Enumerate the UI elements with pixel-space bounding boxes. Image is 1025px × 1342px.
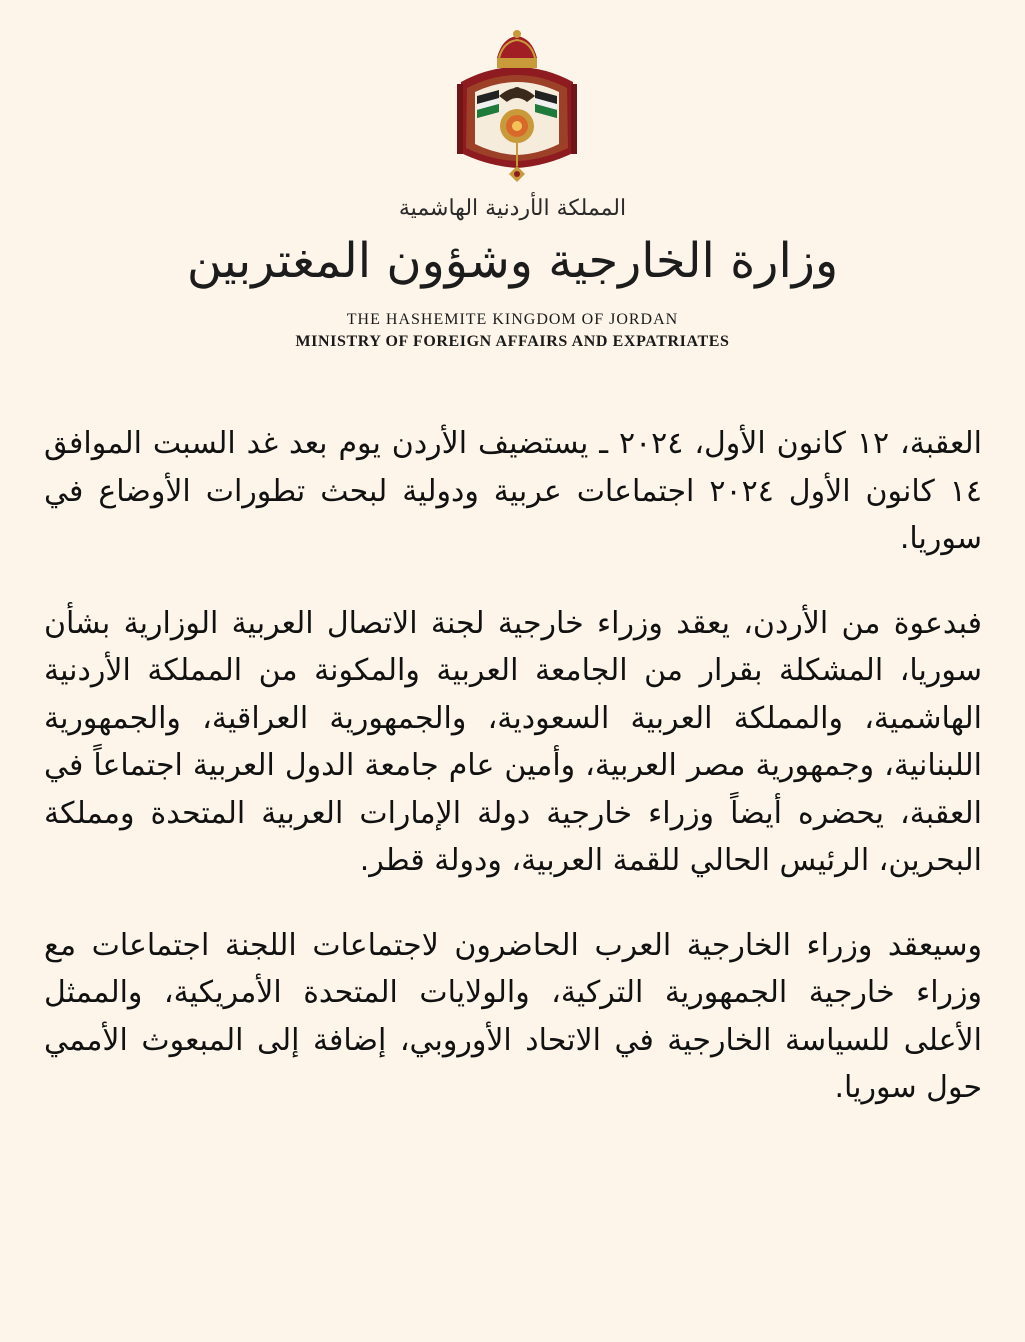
arabic-ministry-name: وزارة الخارجية وشؤون المغتربين [186, 233, 839, 289]
statement-paragraph: فبدعوة من الأردن، يعقد وزراء خارجية لجنة الاتصال العربية الوزارية بشأن سوريا، المشكلة بقرار من الجامعة العربية والمكونة من المملكة الأردنية الهاشمية، والمملكة العربية السعودية، والجمهورية العراقية، والجمهورية اللبنانية، وجمهورية مصر العربية، وأمين عام جامعة الدول العربية اجتماعاً في العقبة، يحضره أيضاً وزراء خارجية دولة الإمارات العربية المتحدة ومملكة البحرين، الرئيس الحالي للقمة العربية، ودولة قطر. [44, 605, 982, 878]
statement-paragraph: العقبة، ١٢ كانون الأول، ٢٠٢٤ ـ يستضيف الأردن يوم بعد غد السبت الموافق ١٤ كانون الأول ٢٠٢٤ اجتماعات عربية ودولية لبحث تطورات الأوضاع في سوريا. [44, 426, 982, 556]
english-kingdom-name: THE HASHEMITE KINGDOM OF JORDAN [346, 311, 679, 328]
jordan-coat-of-arms-icon [447, 30, 587, 190]
english-ministry-name: MINISTRY OF FOREIGN AFFAIRS AND EXPATRIATES [295, 333, 730, 350]
arabic-kingdom-name: المملكة الأردنية الهاشمية [398, 196, 627, 221]
statement-paragraph: وسيعقد وزراء الخارجية العرب الحاضرون لاجتماعات اللجنة اجتماعات مع وزراء خارجية الجمهورية التركية، والولايات المتحدة الأمريكية، والممثل الأعلى للسياسة الخارجية في الاتحاد الأوروبي، إضافة إلى المبعوث الأممي حول سوريا. [44, 927, 982, 1105]
statement-body [44, 420, 982, 1149]
